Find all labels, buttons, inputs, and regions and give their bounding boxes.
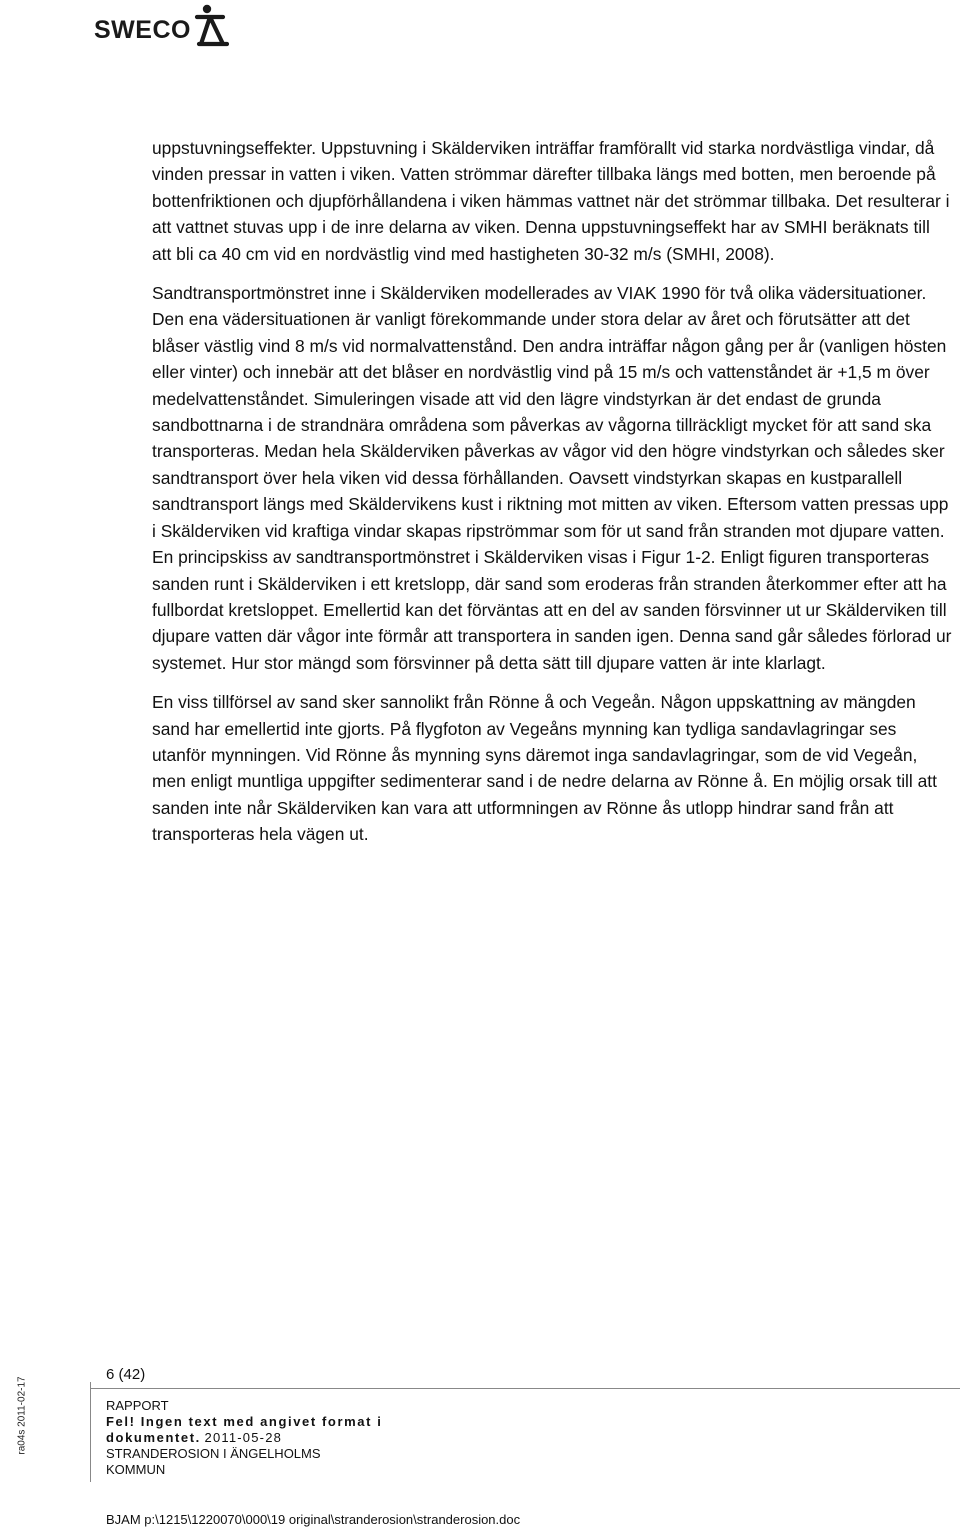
report-title: STRANDEROSION I ÄNGELHOLMS	[106, 1446, 321, 1461]
report-title-cont: KOMMUN	[106, 1462, 166, 1477]
paragraph: uppstuvningseffekter. Uppstuvning i Skälderviken inträffar framförallt vid starka nordvästliga vindar, då vinden pressar in vatten i viken. Vatten strömmar därefter tillbaka längs med botten, men beroende på bottenfriktionen och djupförhållandena i viken hämmas vattnet när det strömmar tillbaka. Det resulterar i att vattnet stuvas upp i de inre delarna av viken. Denna uppstuvningseffekt har av SMHI beräknats till att bli ca 40 cm vid en nordvästlig vind med hastigheten 30-32 m/s (SMHI, 2008).	[152, 138, 950, 264]
report-date: 2011-05-28	[204, 1430, 283, 1445]
field-error-line: Fel! Ingen text med angivet format i	[106, 1414, 383, 1429]
page-number: 6 (42)	[106, 1366, 146, 1383]
sweco-figure-icon	[193, 4, 229, 48]
field-error-line-end: dokumentet.	[106, 1430, 201, 1445]
footer-vertical-rule	[90, 1382, 91, 1482]
report-label: RAPPORT	[106, 1398, 169, 1413]
sweco-logo	[94, 4, 229, 48]
template-tag: ra04s 2011-02-17	[16, 1376, 28, 1455]
logo-text: SWECO	[94, 16, 191, 44]
report-meta	[106, 1398, 382, 1478]
paragraph: En viss tillförsel av sand sker sannolikt från Rönne å och Vegeån. Någon uppskattning av mängden sand har emellertid inte gjorts. På flygfoton av Vegeåns mynning kan tydliga sandavlagringar ses utanför mynningen. Vid Rönne ås mynning syns däremot inga sandavlagringar, som de vid Vegeån, men enligt muntliga uppgifter sedimenterar sand i de nedre delarna av Rönne å. En möjlig orsak till att sanden inte når Skälderviken kan vara att utformningen av Rönne ås utlopp hindrar sand från att transporteras hela vägen ut.	[152, 692, 937, 845]
paragraph: Sandtransportmönstret inne i Skälderviken modellerades av VIAK 1990 för två olika vädersituationer. Den ena vädersituationen är vanligt förekommande under stora delar av året och förutsätter att det blåser västlig vind 8 m/s vid normalvattenstånd. Den andra inträffar någon gång per år (vanligen hösten eller vinter) och innebär att det blåser en nordvästlig vind på 15 m/s och vattenståndet är +1,5 m över medelvattenståndet. Simuleringen visade att vid den lägre vindstyrkan är det endast de grunda sandbottnarna i de strandnära områdena som påverkas av vågorna tillräckligt mycket för att sand ska transporteras. Medan hela Skälderviken påverkas av vågor vid den högre vindstyrkan och således sker sandtransport över hela viken vid dessa förhållanden. Oavsett vindstyrkan skapas en kustparallell sandtransport längs med Skäldervikens kust i riktning mot mitten av viken. Eftersom vatten pressas upp i Skälderviken vid kraftiga vindar skapas ripströmmar som för ut sand från stranden mot djupare vatten. En principskiss av sandtransportmönstret i Skälderviken visas i Figur 1-2. Enligt figuren transporteras sanden runt i Skälderviken i ett kretslopp, där sand som eroderas från stranden återkommer efter att ha fullbordat kretsloppet. Emellertid kan det förväntas att en del av sanden försvinner ut ur Skälderviken till djupare vatten där vågor inte förmår att transportera in sanden igen. Denna sand går således förlorad ur systemet. Hur stor mängd som försvinner på detta sätt till djupare vatten är inte klarlagt.	[152, 283, 952, 673]
footer-horizontal-rule	[90, 1388, 960, 1389]
file-path: BJAM p:\1215\1220070\000\19 original\stranderosion\stranderosion.doc	[106, 1512, 521, 1527]
body-text	[152, 135, 952, 861]
